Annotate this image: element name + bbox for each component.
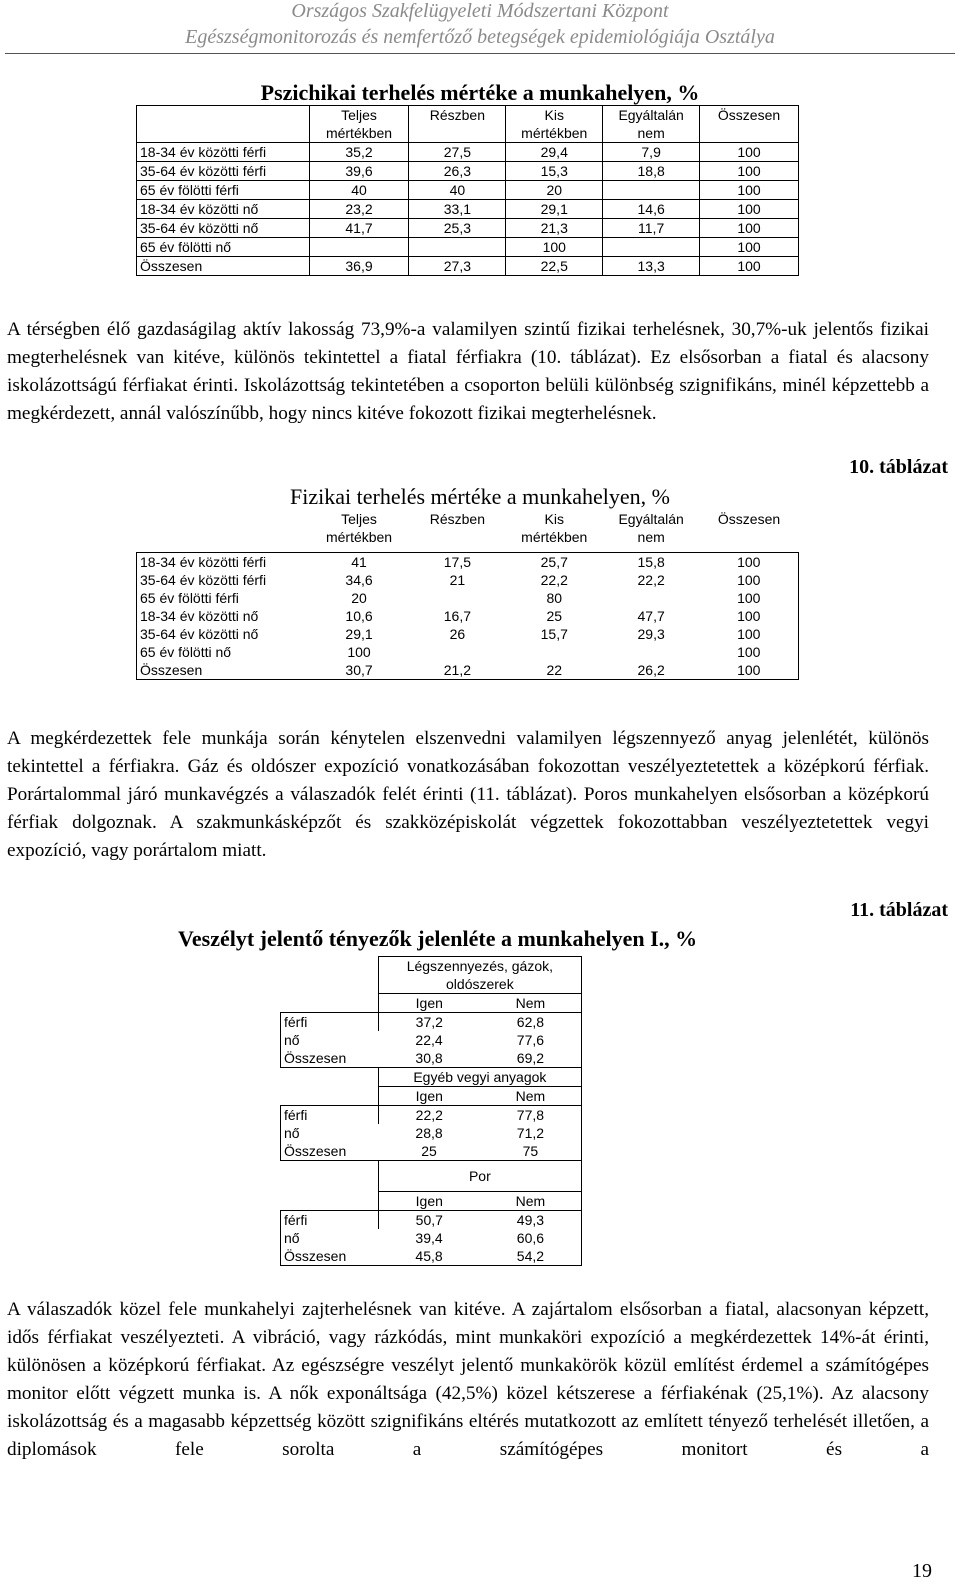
col-header: Teljes mértékben	[325, 511, 393, 545]
table-cell: 25	[546, 608, 563, 624]
row-label: 35-64 év közötti férfi	[137, 162, 310, 181]
table-cell: 28,8	[415, 1125, 443, 1141]
header-department: Egészségmonitorozás és nemfertőző betegségek epidemiológiája Osztálya	[185, 26, 775, 48]
page-number: 19	[912, 1560, 932, 1582]
section-heading: Egyéb vegyi anyagok	[378, 1068, 581, 1087]
table-cell: 26	[449, 626, 466, 642]
paragraph-physical-load: A térségben élő gazdaságilag aktív lakosság 73,9%-a valamilyen szintű fizikai terhelésnek, 30,7%-uk jelentős fizikai megterhelésnek van kitéve, különös tekintettel a fiatal férfiakra (10. táblázat). Ez elsősorban a fiatal és alacsony iskolázottságú férfiakat érinti. Iskolázottság tekintetében a csoporton belüli különbség szignifikáns, minél képzettebb a megkérdezett, annál valószínűbb, hogy nincs kitéve fokozott fizikai megterhelésnek.	[7, 319, 929, 424]
table-cell	[603, 181, 700, 200]
table-cell: 100	[700, 257, 799, 276]
col-header-no: Nem	[480, 1192, 582, 1211]
table-cell: 13,3	[603, 257, 700, 276]
table-cell: 100	[700, 661, 799, 680]
table-cell: 22,4	[415, 1032, 443, 1048]
table-cell: 36,9	[309, 257, 409, 276]
table-row	[281, 1124, 582, 1142]
row-label: 18-34 év közötti nő	[137, 607, 310, 625]
table-cell: 26,3	[409, 162, 506, 181]
row-label: 35-64 év közötti nő	[137, 625, 310, 643]
table-cell: 47,7	[637, 608, 665, 624]
row-label: 65 év fölötti férfi	[137, 181, 310, 200]
row-label: Összesen	[281, 1247, 379, 1266]
table-cell: 100	[347, 644, 371, 660]
col-header: Teljes mértékben	[309, 106, 409, 143]
page-header	[0, 0, 960, 52]
table-cell: 40	[409, 181, 506, 200]
col-header: Összesen	[717, 511, 781, 527]
table-row	[281, 1031, 582, 1049]
col-header: Egyáltalán nem	[618, 511, 684, 545]
table-cell: 11,7	[603, 219, 700, 238]
table-row	[281, 1142, 582, 1161]
table-psych	[136, 105, 799, 276]
table-cell: 37,2	[378, 1013, 480, 1032]
table-cell: 100	[700, 200, 799, 219]
table-cell: 25,3	[409, 219, 506, 238]
table-row	[137, 643, 799, 661]
row-label: 65 év fölötti nő	[137, 643, 310, 661]
section-subhead-row	[281, 1087, 582, 1106]
table-cell: 35,2	[309, 143, 409, 162]
table-cell	[603, 238, 700, 257]
table-phys	[136, 510, 799, 680]
table-header-row	[137, 510, 799, 553]
row-label: 18-34 év közötti férfi	[137, 143, 310, 162]
table-row	[137, 589, 799, 607]
table-psych-title: Pszichikai terhelés mértéke a munkahelyen, %	[260, 80, 700, 105]
table-cell: 15,3	[506, 162, 603, 181]
table-hazard-title-text: Veszélyt jelentő tényezők jelenléte a munkahelyen I., %	[178, 926, 698, 951]
col-header-yes: Igen	[378, 1192, 480, 1211]
table-cell	[603, 589, 700, 607]
col-header-no: Nem	[480, 994, 582, 1013]
table-cell	[409, 589, 506, 607]
section-heading-row	[281, 1068, 582, 1087]
row-label: férfi	[281, 1106, 379, 1125]
table-cell: 100	[700, 162, 799, 181]
table-cell: 60,6	[480, 1229, 582, 1247]
table-cell: 7,9	[603, 143, 700, 162]
table-cell: 71,2	[480, 1124, 582, 1142]
table-cell	[603, 643, 700, 661]
table-cell: 80	[546, 590, 563, 606]
table-cell: 10,6	[345, 608, 373, 624]
table-cell: 15,7	[540, 626, 568, 642]
table-row	[281, 1229, 582, 1247]
col-header-no: Nem	[480, 1087, 582, 1106]
table-cell: 30,7	[309, 661, 409, 680]
table-hazard-title	[0, 926, 960, 952]
table-cell: 26,2	[603, 661, 700, 680]
table-label-10: 10. táblázat	[849, 456, 948, 478]
table-cell: 100	[506, 238, 603, 257]
row-label: 65 év fölötti férfi	[137, 589, 310, 607]
table-cell: 69,2	[480, 1049, 582, 1068]
table-row	[137, 625, 799, 643]
table-row	[137, 181, 799, 200]
table-row	[137, 219, 799, 238]
section-subhead-row	[281, 994, 582, 1013]
table-cell: 18,8	[603, 162, 700, 181]
table-cell	[409, 643, 506, 661]
corner-cell	[137, 510, 310, 553]
col-header-yes: Igen	[378, 1087, 480, 1106]
table-row	[137, 162, 799, 181]
row-label: nő	[281, 1229, 379, 1247]
table-cell: 40	[309, 181, 409, 200]
table-cell: 100	[700, 219, 799, 238]
table-row	[137, 661, 799, 680]
row-label: férfi	[281, 1211, 379, 1230]
table-row	[137, 571, 799, 589]
table-cell: 15,8	[603, 553, 700, 572]
table-cell: 75	[480, 1142, 582, 1161]
table-cell: 21	[449, 572, 466, 588]
table-cell: 39,4	[415, 1230, 443, 1246]
table-row	[281, 1106, 582, 1125]
section-subhead-row	[281, 1192, 582, 1211]
row-label: férfi	[281, 1013, 379, 1032]
table-cell: 100	[700, 589, 799, 607]
table-cell: 29,1	[345, 626, 373, 642]
table-phys-title: Fizikai terhelés mértéke a munkahelyen, %	[290, 484, 670, 509]
table-cell: 22,2	[637, 572, 665, 588]
table-hazard	[280, 956, 582, 1266]
table-cell: 16,7	[443, 608, 472, 624]
header-institute: Országos Szakfelügyeleti Módszertani Központ	[291, 0, 669, 22]
row-label: 35-64 év közötti férfi	[137, 571, 310, 589]
row-label: 18-34 év közötti nő	[137, 200, 310, 219]
table-row	[137, 607, 799, 625]
table-row	[137, 553, 799, 572]
row-label: Összesen	[137, 661, 310, 680]
table-cell: 25	[378, 1142, 480, 1161]
row-label: 35-64 év közötti nő	[137, 219, 310, 238]
table-cell: 34,6	[345, 572, 373, 588]
table-cell: 22,5	[506, 257, 603, 276]
col-header: Kis mértékben	[506, 106, 603, 143]
table-cell	[309, 238, 409, 257]
table-cell: 41	[309, 553, 409, 572]
row-label: 65 év fölötti nő	[137, 238, 310, 257]
table-cell: 100	[700, 238, 799, 257]
table-cell: 33,1	[409, 200, 506, 219]
table-cell: 27,5	[409, 143, 506, 162]
col-header: Egyáltalán nem	[603, 106, 700, 143]
col-header-yes: Igen	[378, 994, 480, 1013]
row-label: 18-34 év közötti férfi	[137, 553, 310, 572]
table-cell: 23,2	[309, 200, 409, 219]
table-cell: 20	[506, 181, 603, 200]
table-cell: 27,3	[409, 257, 506, 276]
header-divider	[5, 53, 955, 54]
table-cell	[409, 238, 506, 257]
table-row	[281, 1211, 582, 1230]
table-cell	[506, 643, 603, 661]
table-cell: 29,3	[637, 626, 665, 642]
row-label: Összesen	[137, 257, 310, 276]
table-cell: 100	[700, 143, 799, 162]
col-header: Részben	[409, 106, 506, 143]
row-label: nő	[281, 1031, 379, 1049]
table-row	[137, 238, 799, 257]
table-cell: 29,4	[506, 143, 603, 162]
section-heading: Légszennyezés, gázok, oldószerek	[378, 957, 581, 994]
table-cell: 100	[700, 553, 799, 572]
table-cell: 21,3	[506, 219, 603, 238]
table-row	[281, 1049, 582, 1068]
table-cell: 77,6	[480, 1031, 582, 1049]
table-cell: 25,7	[506, 553, 603, 572]
table-cell: 62,8	[480, 1013, 582, 1032]
section-heading: Por	[378, 1161, 581, 1192]
table-row	[281, 1013, 582, 1032]
table-cell: 77,8	[480, 1106, 582, 1125]
table-row	[137, 143, 799, 162]
table-cell: 21,2	[409, 661, 506, 680]
row-label: nő	[281, 1124, 379, 1142]
section-heading-row	[281, 957, 582, 994]
table-row	[137, 200, 799, 219]
table-cell: 14,6	[603, 200, 700, 219]
table-cell: 50,7	[378, 1211, 480, 1230]
col-header: Kis mértékben	[521, 511, 588, 545]
table-cell: 29,1	[506, 200, 603, 219]
table-cell: 22,2	[540, 572, 568, 588]
row-label: Összesen	[281, 1049, 379, 1068]
table-cell: 17,5	[409, 553, 506, 572]
table-label-11: 11. táblázat	[850, 899, 948, 921]
table-cell: 100	[700, 607, 799, 625]
table-cell: 100	[700, 643, 799, 661]
col-header: Részben	[429, 511, 486, 527]
table-cell: 100	[700, 181, 799, 200]
table-cell: 39,6	[309, 162, 409, 181]
table-row	[137, 257, 799, 276]
paragraph-air-pollution: A megkérdezettek fele munkája során kénytelen elszenvedni valamilyen légszennyező anyag jelenlétét, különös tekintettel a férfiakra. Gáz és oldószer expozíció vonatkozásában fokozottan veszélyeztetettek a középkorú férfiak. Porártalommal járó munkavégzés a válaszadók felét érinti (11. táblázat). Poros munkahelyen elsősorban a középkorú férfiak dolgoznak. A szakmunkásképzőt és szakközépiskolát végzettek fokozottabban veszélyeztetettek vegyi expozíció, vagy porártalom miatt.	[7, 728, 929, 861]
table-cell: 54,2	[480, 1247, 582, 1266]
table-cell: 30,8	[378, 1049, 480, 1068]
col-header: Összesen	[700, 106, 799, 143]
table-cell: 100	[700, 571, 799, 589]
table-cell: 100	[700, 625, 799, 643]
section-heading-row	[281, 1161, 582, 1192]
row-label: Összesen	[281, 1142, 379, 1161]
table-cell: 41,7	[309, 219, 409, 238]
paragraph-noise: A válaszadók közel fele munkahelyi zajterhelésnek van kitéve. A zajártalom elsősorban a fiatal, alacsonyan képzett, idős férfiakat veszélyezteti. A vibráció, vagy rázkódás, mint munkaköri expozíció a megkérdezettek 14%-át érinti, különösen a középkorú férfiakat. Az egészségre veszélyt jelentő munkakörök közül említést érdemel a számítógépes monitor előtt végzett munka is. A nők exponáltsága (42,5%) közel kétszerese a férfiakénak (25,1%). Az alacsony iskolázottság és a magasabb képzettség között szignifikáns eltérés mutatkozott az említett tényező terhelését illetően, a diplomások fele sorolta a számítógépes monitort és a	[7, 1299, 929, 1460]
table-cell: 20	[351, 590, 367, 606]
table-cell: 22,2	[378, 1106, 480, 1125]
corner-cell	[137, 106, 310, 143]
table-cell: 45,8	[378, 1247, 480, 1266]
table-cell: 22	[506, 661, 603, 680]
table-header-row	[137, 106, 799, 143]
table-row	[281, 1247, 582, 1266]
table-cell: 49,3	[480, 1211, 582, 1230]
